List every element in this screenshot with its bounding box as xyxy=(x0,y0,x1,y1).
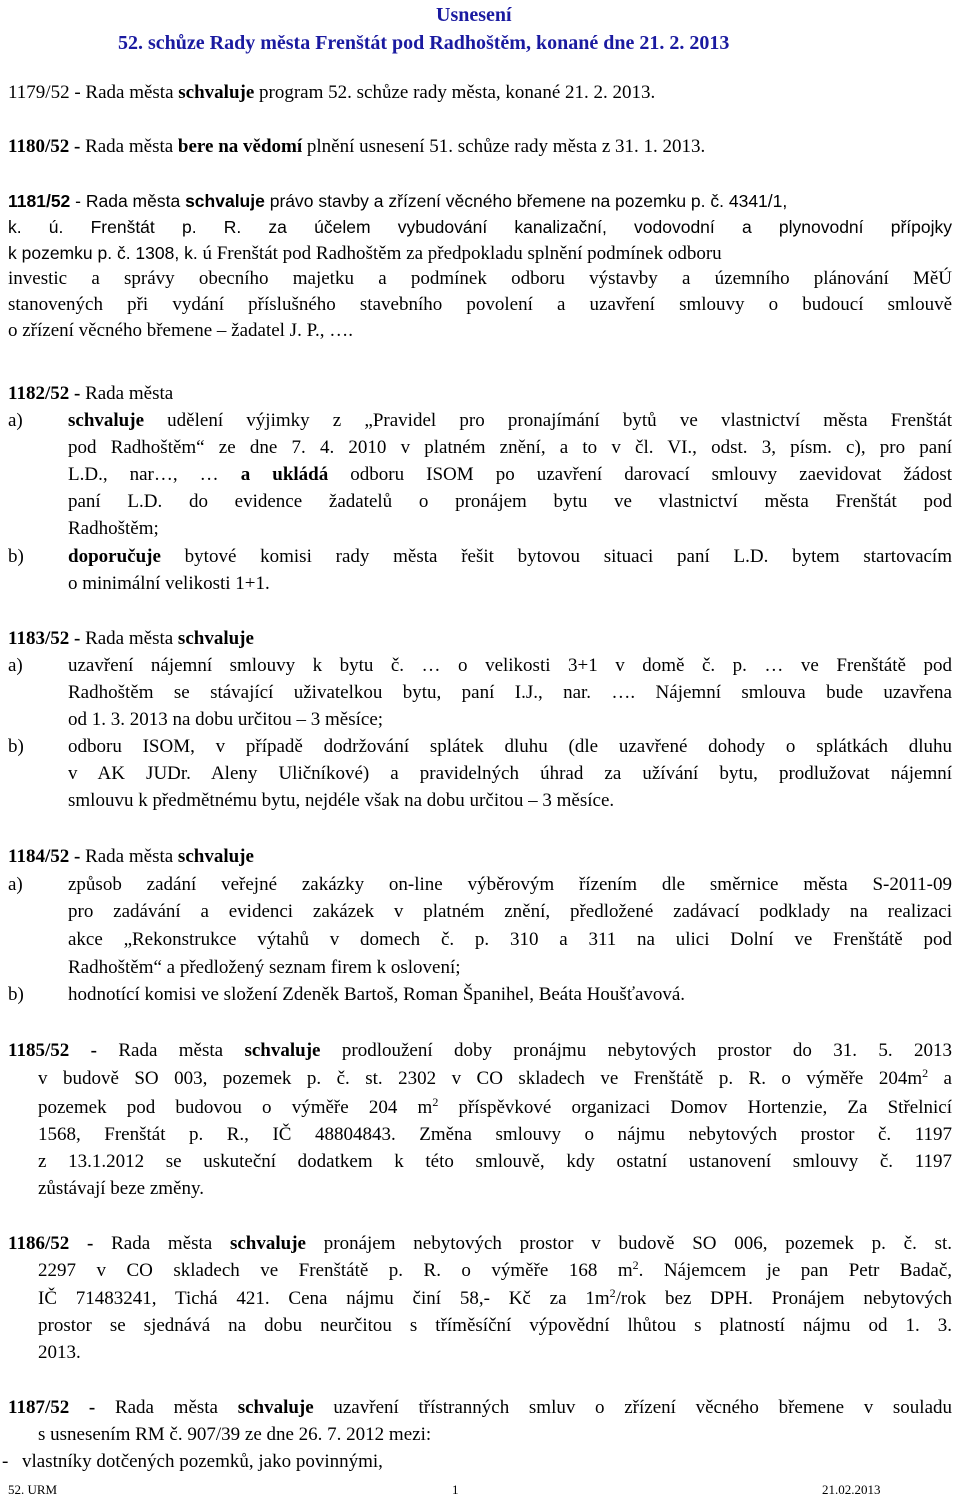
footer-left: 52. URM xyxy=(8,1482,58,1497)
resolution-1179: 1179/52 - Rada města schvaluje program 52. schůze rady města, konané 21. 2. 2013. xyxy=(8,82,656,103)
footer-page-number: 1 xyxy=(452,1482,459,1497)
resolution-1180: 1180/52 - Rada města bere na vědomí plnění usnesení 51. schůze rady města z 31. 1. 2013. xyxy=(8,136,706,157)
document-subtitle: 52. schůze Rady města Frenštát pod Radhoštěm, konané dne 21. 2. 2013 xyxy=(118,32,730,54)
footer-date: 21.02.2013 xyxy=(822,1482,881,1497)
document-title: Usnesení xyxy=(436,4,512,26)
document-page: Usnesení 52. schůze Rady města Frenštát pod Radhoštěm, konané dne 21. 2. 2013 1179/52 - Rada města schvaluje program 52. schůze rady města, konané 21. 2. 2013. 1180/52 - Rada města bere na vědomí plnění usnesení 51. schůze rady města z 31. 1. 2013. 1181/52 - Rada města schvaluje právo stavby a zřízení věcného břemene na pozemku p. č. 4341/1, k. ú. Frenštát p. R. za účelem vybudování kanalizační, vodovodní a plynovodní přípojky k pozemku p. č. 1308, k. ú Frenštát pod Radhoštěm za předpokladu splnění podmínek odboru investic a správy obecního majetku a podmínek odboru výstavby a územního plánování MěÚ stanovených při vydání příslušného stavebního povolení a uzavření smlouvy o budoucí smlouvě o zřízení věcného břemene – žadatel J. P., …. 1182/52 - Rada města a) schvaluje udělení výjimky z „Pravidel pro pronajímání bytů ve vlastnictví města Frenštát pod Radhoštěm“ ze dne 7. 4. 2010 v platném znění, a to v čl. VI., odst. 3, písm. c), pro paní L.D., nar…, … a ukládá odboru ISOM po uzavření darovací smlouvy zaevidovat žádost paní L.D. do evidence žadatelů o pronájem bytu ve vlastnictví města Frenštát pod Radhoštěm; b) doporučuje bytové komisi rady města řešit bytovou situaci paní L.D. bytem startovacím o minimální velikosti 1+1. 1183/52 - Rada města schvaluje a) uzavření nájemní smlouvy k bytu č. … o velikosti 3+1 v domě č. p. … ve Frenštátě pod Radhoštěm se stávající uživatelkou bytu, paní I.J., nar. …. Nájemní smlouva bude uzavřena od 1. 3. 2013 na dobu určitou – 3 měsíce; b) odboru ISOM, v případě dodržování splátek dluhu (dle uzavřené dohody o splátkách dluhu v AK JUDr. Aleny Uličníkové) a pravidelných úhrad za užívání bytu, prodlužovat nájemní smlouvu k předmětnému bytu, nejdéle však na dobu určitou – 3 měsíce. 1184/52 - Rada města schvaluje a) způsob zadání veřejné zakázky on-line výběrovým řízením dle směrnice města S-2011-09 pro zadávání a evidenci zakázek v platném znění, předložené zadávací podklady na realizaci akce „Rekonstrukce výtahů v domech č. p. 310 a 311 na ulici Dolní ve Frenštátě pod Radhoštěm“ a předložený seznam firem k oslovení; b) hodnotící komisi ve složení Zdeněk Bartoš, Roman Španihel, Beáta Houšťavová. 1185/52 - Rada města schvaluje prodloužení doby pronájmu nebytových prostor do 31. 5. 2013 v budově SO 003, pozemek p. č. st. 2302 v CO skladech ve Frenštátě p. R. o výměře $204m^2$ a pozemek pod budovou o výměře 204 $m^2$ příspěvkové organizaci Domov Hortenzie, Za Střelnicí 1568, Frenštát p. R., IČ 48804843. Změna smlouvy o nájmu nebytových prostor č. 1197 z 13.1.2012 se uskuteční dodatkem k této smlouvě, kdy ostatní ustanovení smlouvy č. 1197 zůstávají beze změny. 1186/52 - Rada města schvaluje pronájem nebytových prostor v budově SO 006, pozemek p. č. st. 2297 v CO skladech ve Frenštátě p. R. o výměře 168 $m^2$. Nájemcem je pan Petr Badač, IČ 71483241, Tichá 421. Cena nájmu činí 58,- Kč za $1m^2$/rok bez DPH. Pronájem nebytových prostor se sjednává na dobu neurčitou s tříměsíční výpovědní lhůtou s platností nájmu od 1. 3. 2013. 1187/52 - Rada města schvaluje uzavření třístranných smluv o zřízení věcného břemene v souladu s usnesením RM č. 907/39 ze dne 26. 7. 2012 mezi: - vlastníky dotčených pozemků, jako povinnými, 52. URM 1 21.02.2013 xyxy=(2,4,953,1497)
